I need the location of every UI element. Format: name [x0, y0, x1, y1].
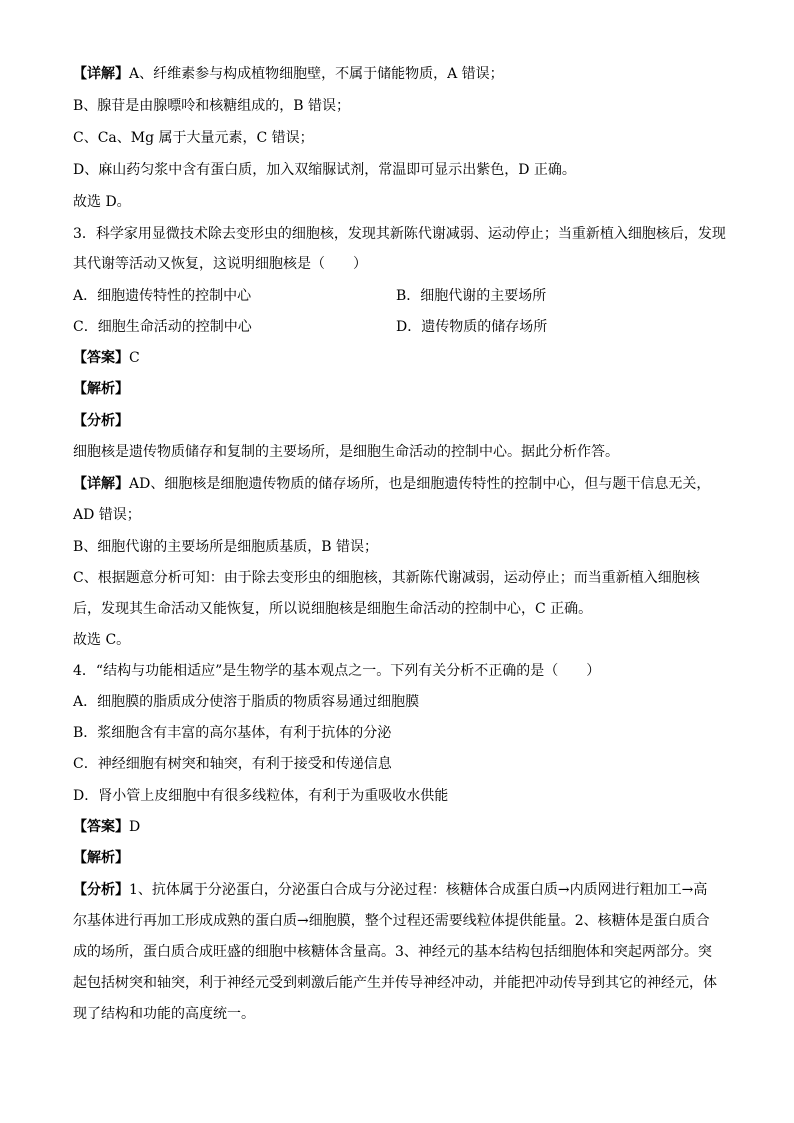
detail-tag: 【详解】: [73, 476, 129, 492]
fenxi-text: 1、抗体属于分泌蛋白，分泌蛋白合成与分泌过程：核糖体合成蛋白质→内质网进行粗加工→高: [129, 882, 708, 898]
detail-tag: 【详解】: [73, 66, 129, 82]
q4-option-c: C．神经细胞有树突和轴突，有利于接受和传递信息: [73, 756, 392, 772]
answer-value: D: [129, 819, 141, 835]
detail-text: A、纤维素参与构成植物细胞壁，不属于储能物质，A 错误；: [129, 66, 504, 82]
detail-line-a: [73, 64, 504, 84]
q4-fenxi-line-1: [73, 880, 707, 900]
q3-detail-line-3: B、细胞代谢的主要场所是细胞质基质，B 错误；: [73, 539, 379, 555]
conclusion-line: 故选 D。: [73, 194, 131, 210]
q3-option-b: B．细胞代谢的主要场所: [396, 288, 547, 304]
q3-fenxi-tag: 【分析】: [73, 413, 129, 429]
q3-detail-line-1: [73, 474, 710, 494]
q4-option-d: D．肾小管上皮细胞中有很多线粒体，有利于为重吸收水供能: [73, 788, 449, 804]
q3-answer: [73, 348, 140, 368]
q3-fenxi-text: 细胞核是遗传物质储存和复制的主要场所，是细胞生命活动的控制中心。据此分析作答。: [73, 444, 619, 460]
detail-text: AD、细胞核是细胞遗传物质的储存场所，也是细胞遗传特性的控制中心，但与题干信息无关，: [129, 476, 711, 492]
fenxi-tag: 【分析】: [73, 882, 129, 898]
q4-fenxi-line-4: 起包括树突和轴突，利于神经元受到刺激后能产生并传导神经冲动，并能把冲动传导到其它的神经元，体: [73, 975, 717, 991]
q3-option-a: A．细胞遗传特性的控制中心: [73, 288, 252, 304]
q3-analysis-tag: 【解析】: [73, 381, 129, 397]
q3-detail-line-2: AD 错误；: [73, 507, 141, 523]
q3-stem-line-2: 其代谢等活动又恢复，这说明细胞核是（ ）: [73, 256, 367, 272]
q3-detail-line-4: C、根据题意分析可知：由于除去变形虫的细胞核，其新陈代谢减弱，运动停止；而当重新植入细胞核: [73, 570, 700, 586]
q4-fenxi-line-3: 成的场所，蛋白质合成旺盛的细胞中核糖体含量高。3、神经元的基本结构包括细胞体和突起两部分。突: [73, 944, 712, 960]
q3-detail-line-5: 后，发现其生命活动又能恢复，所以说细胞核是细胞生命活动的控制中心，C 正确。: [73, 601, 593, 617]
q4-stem: 4．“结构与功能相适应”是生物学的基本观点之一。下列有关分析不正确的是（ ）: [73, 663, 601, 679]
answer-value: C: [129, 350, 140, 366]
q4-option-b: B．浆细胞含有丰富的高尔基体，有利于抗体的分泌: [73, 725, 392, 741]
answer-tag: 【答案】: [73, 819, 129, 835]
q3-conclusion: 故选 C。: [73, 632, 131, 648]
q4-analysis-tag: 【解析】: [73, 850, 129, 866]
detail-line-d: D、麻山药匀浆中含有蛋白质，加入双缩脲试剂，常温即可显示出紫色，D 正确。: [73, 162, 576, 178]
answer-tag: 【答案】: [73, 350, 129, 366]
q4-fenxi-line-2: 尔基体进行再加工形成成熟的蛋白质→细胞膜，整个过程还需要线粒体提供能量。2、核糖体是蛋白质合: [73, 913, 710, 929]
q3-stem-line-1: 3．科学家用显微技术除去变形虫的细胞核，发现其新陈代谢减弱、运动停止；当重新植入细胞核后，发现: [73, 226, 726, 242]
detail-line-c: C、Ca、Mg 属于大量元素，C 错误；: [73, 130, 314, 146]
q4-option-a: A．细胞膜的脂质成分使溶于脂质的物质容易通过细胞膜: [73, 694, 420, 710]
q4-answer: [73, 817, 140, 837]
q4-fenxi-line-5: 现了结构和功能的高度统一。: [73, 1006, 255, 1022]
q3-option-c: C．细胞生命活动的控制中心: [73, 319, 252, 335]
detail-line-b: B、腺苷是由腺嘌呤和核糖组成的，B 错误；: [73, 98, 351, 114]
q3-option-d: D．遗传物质的储存场所: [396, 319, 548, 335]
